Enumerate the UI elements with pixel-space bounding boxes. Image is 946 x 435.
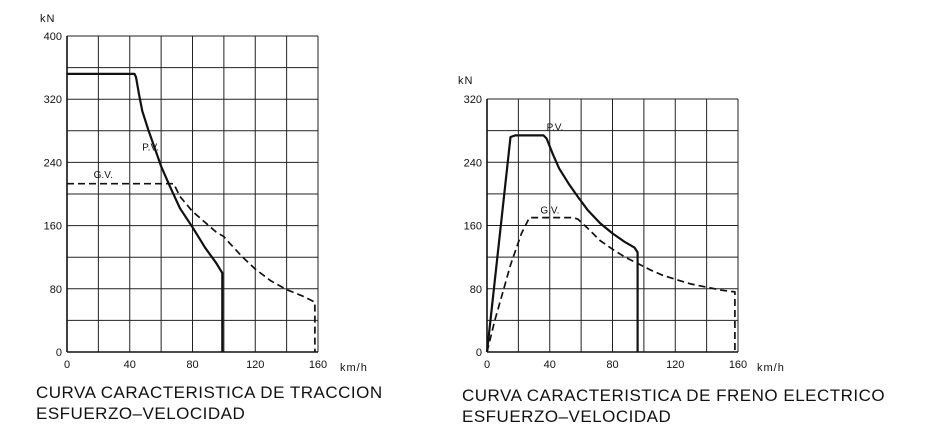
- chart-2: [458, 75, 785, 374]
- chart-1-caption: [36, 382, 383, 424]
- chart-1-x-tick-label: 0: [63, 359, 71, 371]
- chart-1-x-axis-label: km/h: [340, 362, 368, 374]
- chart-2-x-tick-label: 40: [543, 359, 556, 371]
- chart-1-x-tick-label: 40: [123, 359, 136, 371]
- chart-1-y-axis-label: kN: [40, 13, 56, 25]
- chart-2-title: CURVA CARACTERISTICA DE FRENO ELECTRICO: [462, 386, 886, 405]
- chart-1-x-tick-label: 80: [186, 359, 199, 371]
- chart-2-y-tick-label: 160: [463, 220, 482, 233]
- chart-1-series-p-v: [67, 74, 222, 352]
- chart-1-y-tick-label: 240: [43, 157, 62, 170]
- chart-2-y-tick-label: 0: [475, 347, 482, 359]
- chart-1-subtitle: ESFUERZO–VELOCIDAD: [36, 404, 246, 423]
- chart-2-annotation: G.V.: [540, 205, 560, 217]
- chart-2-y-tick-label: 320: [463, 94, 482, 106]
- chart-2-x-tick-label: 160: [728, 359, 748, 371]
- chart-2-y-tick-label: 240: [463, 157, 482, 170]
- chart-1-x-tick-label: 120: [246, 359, 265, 371]
- chart-2-y-axis-label: kN: [458, 75, 474, 87]
- chart-2-annotation: P.V.: [546, 122, 564, 134]
- chart-2-subtitle: ESFUERZO–VELOCIDAD: [462, 407, 672, 426]
- chart-1-title: CURVA CARACTERISTICA DE TRACCION: [36, 383, 383, 402]
- chart-2-x-tick-label: 80: [606, 359, 619, 371]
- chart-1: [40, 13, 368, 374]
- chart-2-x-tick-label: 120: [666, 359, 685, 371]
- chart-1-y-tick-label: 320: [43, 94, 62, 107]
- chart-2-x-axis-label: km/h: [757, 362, 785, 374]
- chart-1-y-tick-label: 80: [49, 283, 62, 296]
- chart-2-x-tick-label: 0: [483, 359, 491, 371]
- chart-1-x-tick-label: 160: [308, 359, 328, 371]
- chart-1-annotation: P.V.: [142, 142, 160, 154]
- chart-1-grid: [67, 36, 318, 352]
- chart-1-series-g-v: [67, 184, 315, 352]
- chart-2-y-tick-label: 80: [469, 283, 482, 296]
- chart-2-caption: [462, 385, 885, 427]
- chart-1-y-tick-label: 0: [55, 347, 62, 359]
- chart-1-y-tick-label: 160: [43, 220, 62, 233]
- chart-2-series-g-v: [487, 218, 735, 352]
- chart-1-y-tick-label: 400: [43, 31, 62, 43]
- chart-2-series-p-v: [487, 135, 638, 352]
- chart-1-annotation: G.V.: [93, 170, 113, 182]
